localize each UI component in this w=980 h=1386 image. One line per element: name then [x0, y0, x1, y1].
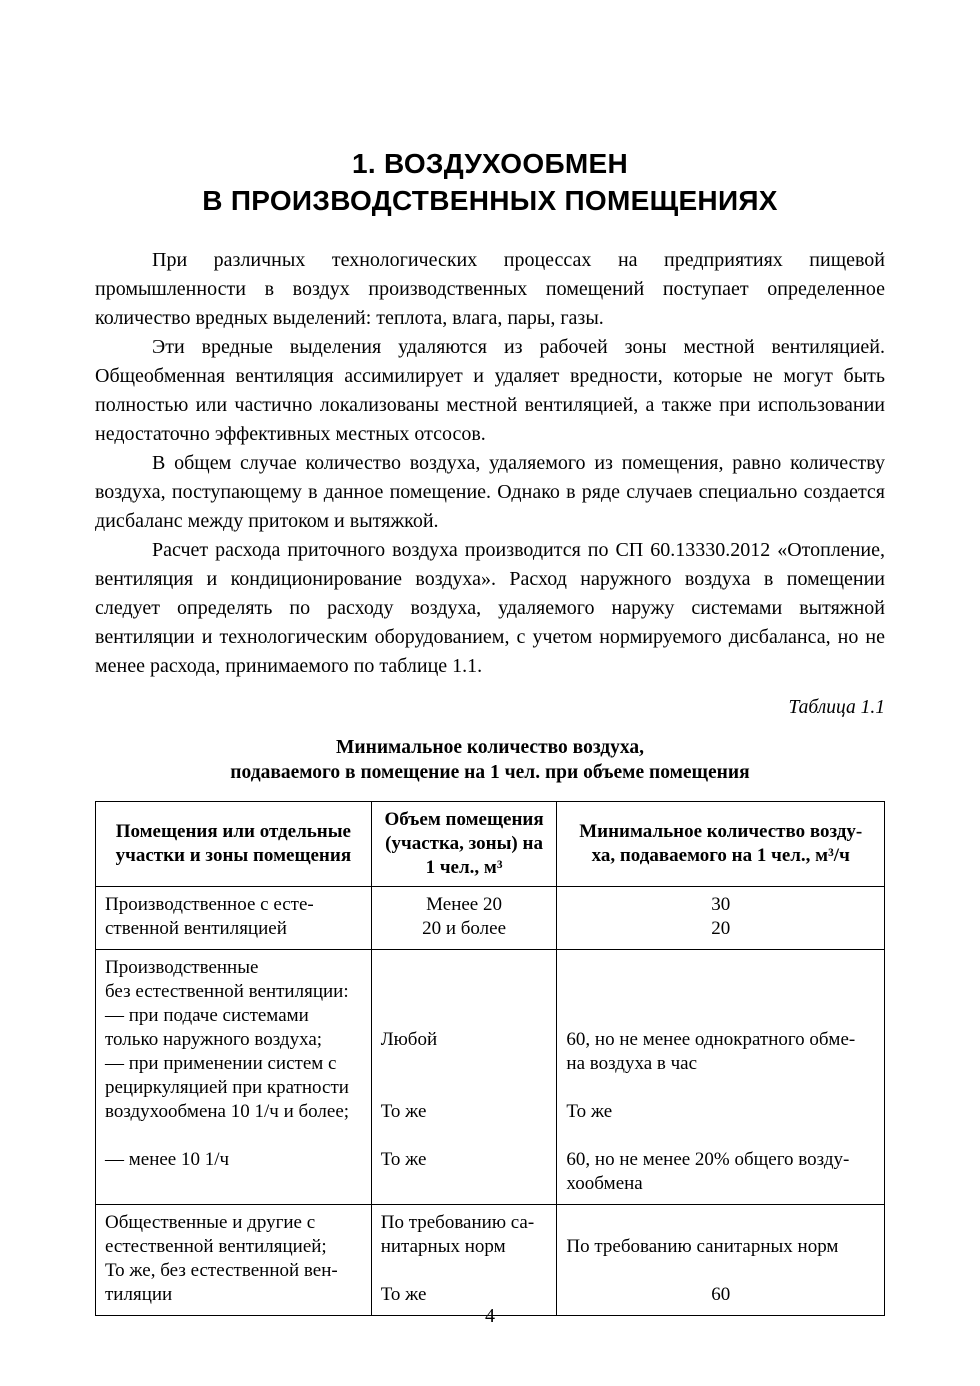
text-line: То же: [380, 1283, 427, 1305]
table-cell-volume: [371, 949, 557, 1204]
text-line: [566, 980, 875, 1004]
table-cell-premises: [96, 949, 372, 1204]
text-line: на воздуха в час: [566, 1052, 698, 1074]
text-line: воздухообмена 10 1/ч и более;: [105, 1100, 350, 1122]
chapter-heading: [95, 0, 885, 220]
text-line: 20: [711, 917, 731, 939]
table-title: [95, 735, 885, 785]
text-line: То же: [380, 1100, 427, 1122]
table-title-line-1: Минимальное количество воздуха,: [335, 736, 645, 758]
text-line: хообмена: [566, 1172, 643, 1194]
table-header-row: [96, 801, 885, 886]
text-line: [566, 1124, 875, 1148]
text-line: 20 и более: [422, 917, 507, 939]
text-line: Помещения или отдельные: [115, 820, 351, 842]
text-line: ственной вентиляцией: [105, 917, 287, 939]
text-line: тиляции: [105, 1283, 173, 1305]
text-line: [381, 1076, 548, 1100]
chapter-heading-line-2: В ПРОИЗВОДСТВЕННЫХ ПОМЕЩЕНИЯХ: [202, 184, 778, 216]
text-line: То же: [566, 1100, 613, 1122]
text-line: без естественной вентиляции:: [105, 980, 349, 1002]
text-line: — менее 10 1/ч: [105, 1148, 230, 1170]
table-caption: Таблица 1.1: [788, 696, 885, 718]
text-line: [381, 1052, 548, 1076]
text-line: [566, 1004, 875, 1028]
text-line: — при подаче системами: [105, 1004, 309, 1026]
table-row: [96, 949, 885, 1204]
text-line: По требованию са-: [380, 1211, 535, 1233]
table-cell-min-air: [557, 886, 885, 949]
text-line: рециркуляцией при кратности: [105, 1076, 349, 1098]
text-line: [381, 1259, 548, 1283]
text-line: 30: [711, 893, 731, 915]
text-line: 1 чел., м³: [425, 856, 503, 878]
text-line: Производственное с есте-: [105, 893, 314, 915]
text-line: Производственные: [105, 956, 259, 978]
text-line: участки и зоны помещения: [115, 844, 352, 866]
text-line: Менее 20: [426, 893, 502, 915]
text-line: Минимальное количество возду-: [579, 820, 863, 842]
text-line: 60: [711, 1283, 731, 1305]
text-line: То же, без естественной вен-: [105, 1259, 338, 1281]
table-title-line-2: подаваемого в помещение на 1 чел. при объеме помещения: [230, 761, 750, 783]
paragraph-4: Расчет расхода приточного воздуха производится по СП 60.13330.2012 «Отопление, вентиляция и кондиционирование воздуха». Расход наружного воздуха в помещении следует определять по расходу воздуха, удаляемого наружу системами вытяжной вентиляции и технологическим оборудованием, с учетом нормируемого дисбаланса, но не менее расхода, принимаемого по таблице 1.1.: [95, 538, 885, 677]
text-line: (участка, зоны) на: [385, 832, 543, 854]
text-line: Объем помещения: [384, 808, 544, 830]
table-cell-min-air: [557, 949, 885, 1204]
text-line: 60, но не менее однократного обме-: [566, 1028, 856, 1050]
text-line: [566, 1259, 875, 1283]
text-line: По требованию санитарных норм: [566, 1235, 839, 1257]
text-line: [381, 1004, 548, 1028]
text-line: 60, но не менее 20% общего возду-: [566, 1148, 850, 1170]
text-line: [381, 1124, 548, 1148]
text-line: ха, подаваемого на 1 чел., м³/ч: [591, 844, 850, 866]
table-cell-premises: [96, 886, 372, 949]
text-line: Любой: [380, 1028, 438, 1050]
table-row: [96, 1204, 885, 1315]
text-line: [566, 956, 875, 980]
text-line: [381, 980, 548, 1004]
table-cell-volume: [371, 1204, 557, 1315]
page-number: 4: [485, 1305, 495, 1327]
table-cell-volume: [371, 886, 557, 949]
table-cell-premises: [96, 1204, 372, 1315]
paragraph-2: Эти вредные выделения удаляются из рабочей зоны местной вентиляцией. Общеобменная вентиляция ассимилирует и удаляет вредности, которые не могут быть полностью или частично локализованы местной вентиляцией, а также при использовании недостаточно эффективных местных отсосов.: [95, 335, 885, 445]
text-line: естественной вентиляцией;: [105, 1235, 327, 1257]
text-line: — при применении систем с: [105, 1052, 337, 1074]
chapter-heading-line-1: 1. ВОЗДУХООБМЕН: [351, 148, 629, 179]
ventilation-table: [95, 801, 885, 1316]
text-line: [566, 1211, 875, 1235]
text-line: [566, 1076, 875, 1100]
text-line: нитарных норм: [380, 1235, 506, 1257]
text-line: только наружного воздуха;: [105, 1028, 323, 1050]
table-cell-min-air: [557, 1204, 885, 1315]
table-header-min-air: [557, 801, 885, 886]
paragraph-3: В общем случае количество воздуха, удаляемого из помещения, равно количеству воздуха, поступающему в данное помещение. Однако в ряде случаев специально создается дисбаланс между притоком и вытяжкой.: [95, 451, 885, 532]
table-header-volume: [371, 801, 557, 886]
text-line: Общественные и другие с: [105, 1211, 316, 1233]
text-line: [105, 1124, 362, 1148]
table-row: [96, 886, 885, 949]
table-header-premises: [96, 801, 372, 886]
text-line: [381, 956, 548, 980]
paragraph-1: При различных технологических процессах на предприятиях пищевой промышленности в воздух производственных помещений поступает определенное количество вредных выделений: теплота, влага, пары, газы.: [95, 248, 885, 329]
text-line: То же: [380, 1148, 427, 1170]
